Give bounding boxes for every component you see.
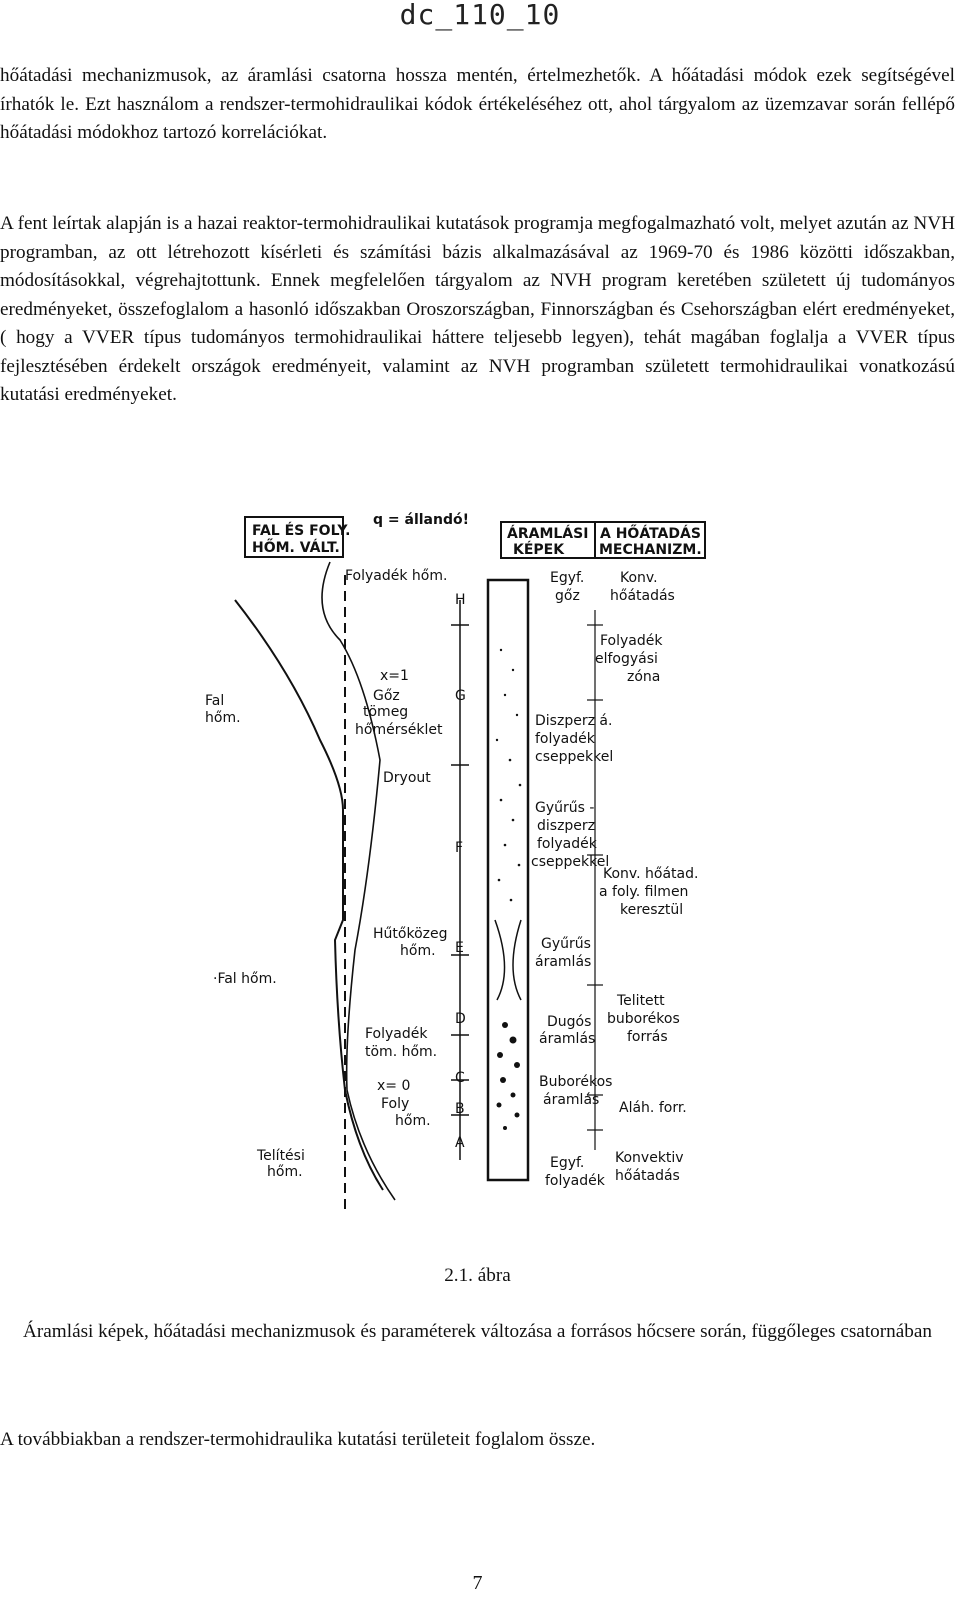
wall-temp-top-1: Fal [205, 693, 225, 709]
liquid-temp-label: Folyadék hőm. [345, 568, 448, 584]
conv-film-2: a foly. filmen [599, 884, 689, 900]
document-id: dc_110_10 [399, 0, 561, 31]
depletion-1: Folyadék [600, 633, 663, 649]
zone-e-label: E [455, 940, 464, 956]
annular-2: áramlás [535, 954, 592, 970]
single-vapor-2: gőz [555, 588, 580, 604]
saturation-temp-2: hőm. [267, 1164, 303, 1180]
annular-dispersed-1: Gyűrűs - [535, 800, 595, 816]
x1-label: x=1 [380, 668, 409, 684]
box3-line2: MECHANIZM. [599, 542, 702, 558]
vapor-temp-3: hőmérséklet [355, 722, 443, 738]
liquid-t-2: hőm. [395, 1113, 431, 1129]
wall-temp-top-2: hőm. [205, 710, 241, 726]
subcooled-boiling: Aláh. forr. [619, 1100, 687, 1116]
convection-1: Konv. [620, 570, 658, 586]
box1-line2: HŐM. VÁLT. [252, 540, 340, 556]
box1-line1: FAL ÉS FOLY. [252, 523, 351, 539]
annular-dispersed-4: cseppekkel [531, 854, 610, 870]
single-liquid-1: Egyf. [550, 1155, 585, 1171]
depletion-3: zóna [627, 669, 661, 685]
body-paragraph-1: hőátadási mechanizmusok, az áramlási csatorna hossza mentén, értelmezhetők. A hőátadási módok ezek segítségével írhatók le. Ezt használom a rendszer-termohidraulikai kódok értékeléséhez ott, ahol tárgyalom az üzemzavar során fellépő hőátadási módokhoz tartozó korrelációkat. [0, 65, 955, 143]
zone-d-label: D [455, 1011, 466, 1027]
zone-c-label: C [455, 1070, 465, 1086]
dispersed-3: cseppekkel [535, 749, 614, 765]
q-constant-label: q = állandó! [373, 512, 469, 528]
dispersed-1: Diszperz á. [535, 713, 613, 729]
dispersed-2: folyadék [535, 731, 595, 747]
vapor-temp-2: tömeg [363, 704, 409, 720]
slug-1: Dugós [547, 1014, 592, 1030]
zone-f-label: F [455, 840, 464, 856]
bubbly-2: áramlás [543, 1092, 600, 1108]
slug-2: áramlás [539, 1031, 596, 1047]
box3-line1: A HŐÁTADÁS [600, 526, 701, 542]
liquid-bulk-2: töm. hőm. [365, 1044, 438, 1060]
liquid-t-1: Foly [381, 1096, 410, 1112]
body-paragraph-2: A fent leírtak alapján is a hazai reaktor-termohidraulikai kutatások programja megfogalmazható volt, melyet azután az NVH programban, az ott létrehozott kísérleti és számítási bázis alkalmazásával az 1969-70 és 1986 közötti időszakban, módosításokkal, végrehajtottunk. Ennek megfelelően tárgyalom az NVH program keretében született új tudományos eredményeket, összefoglalom a hasonló időszakban Oroszországban, Finnországban és Csehországban elért eredményeket, ( hogy a VVER típus tudományos termohidraulikai háttere teljesebb legyen), tehát magában foglalja a VVER típus fejlesztésében érdekelt országok eredményeit, valamint az NVH programban született termohidraulikai vonatkozású kutatási eredményeket. [0, 213, 955, 405]
zone-b-label: B [455, 1101, 465, 1117]
convection-2: hőátadás [610, 588, 675, 604]
wall-temp-bottom: ·Fal hőm. [213, 971, 277, 987]
zone-h-label: H [455, 592, 466, 608]
annular-dispersed-2: diszperz [537, 818, 596, 834]
depletion-2: elfogyási [595, 651, 658, 667]
boiling-regimes-figure [195, 500, 715, 1210]
zone-g-label: G [455, 688, 466, 704]
coolant-temp-1: Hűtőközeg [373, 926, 448, 942]
liquid-bulk-1: Folyadék [365, 1026, 428, 1042]
conv-film-1: Konv. hőátad. [603, 866, 699, 882]
figure-caption: Áramlási képek, hőátadási mechanizmusok és paraméterek változása a forrásos hőcsere során, függőleges csatornában [23, 1321, 932, 1342]
vapor-temp-1: Gőz [373, 688, 400, 704]
zone-a-label: A [455, 1135, 465, 1151]
page-number: 7 [472, 1572, 483, 1594]
box2-line1: ÁRAMLÁSI [507, 526, 589, 542]
single-liquid-2: folyadék [545, 1173, 605, 1189]
saturated-boiling-1: Telitett [617, 993, 665, 1009]
saturation-temp-1: Telítési [257, 1148, 305, 1164]
single-vapor-1: Egyf. [550, 570, 585, 586]
x0-label: x= 0 [377, 1078, 411, 1094]
flow-pattern-dots [496, 649, 522, 1130]
bubbly-1: Buborékos [539, 1074, 613, 1090]
coolant-temp-2: hőm. [400, 943, 436, 959]
conv-film-3: keresztül [620, 902, 684, 918]
box2-line2: KÉPEK [513, 542, 565, 558]
saturated-boiling-2: buborékos [607, 1011, 680, 1027]
dryout-label: Dryout [383, 770, 431, 786]
annular-1: Gyűrűs [541, 936, 591, 952]
figure-number: 2.1. ábra [444, 1265, 511, 1286]
saturated-boiling-3: forrás [627, 1029, 668, 1045]
convective-ht-1: Konvektiv [615, 1150, 684, 1166]
convective-ht-2: hőátadás [615, 1168, 680, 1184]
body-paragraph-3: A továbbiakban a rendszer-termohidraulika kutatási területeit foglalom össze. [0, 1429, 596, 1450]
annular-dispersed-3: folyadék [537, 836, 597, 852]
